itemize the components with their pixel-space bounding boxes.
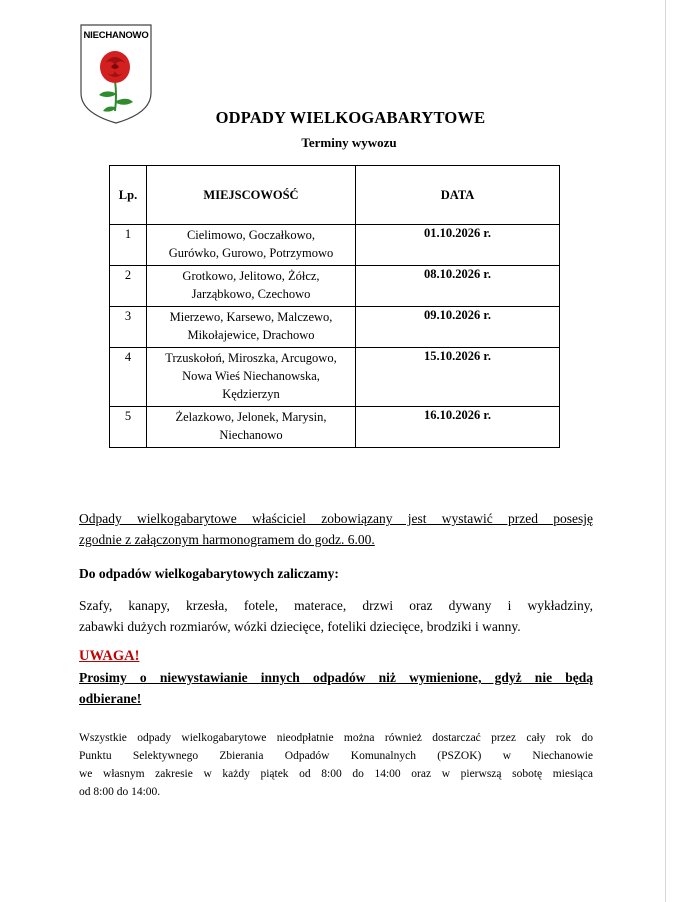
includes-list [79,595,593,637]
place-line: Grotkowo, Jelitowo, Żółcz, [182,269,320,283]
row-date: 09.10.2026 r. [356,307,560,348]
row-number: 1 [110,225,147,266]
table-row [110,407,560,448]
table-row [110,307,560,348]
place-line: Nowa Wieś Niechanowska, [182,369,320,383]
schedule-table [109,165,560,448]
table-row [110,225,560,266]
row-places [147,266,356,307]
table-row [110,266,560,307]
row-places [147,225,356,266]
includes-line: Szafy, kanapy, krzesła, fotele, materace, drzwi oraz dywany i wykładziny, [79,598,593,613]
warning-line: odbierane! [79,691,142,706]
pszok-line: od 8:00 do 14:00. [79,786,161,798]
page-subtitle: Terminy wywozu [301,135,397,150]
row-date: 16.10.2026 r. [356,407,560,448]
place-line: Jarząbkowo, Czechowo [191,287,311,301]
warning-block [79,646,593,709]
column-header-lp: Lp. [110,166,147,225]
table-row [110,348,560,407]
warning-line: Prosimy o niewystawianie innych odpadów niż wymienione, gdyż nie będą [79,670,593,685]
warning-label: UWAGA! [79,648,140,664]
pszok-line: Punktu Selektywnego Zbierania Odpadów Komunalnych (PSZOK) w Niechanowie [79,750,593,762]
setout-notice [79,508,593,550]
includes-heading: Do odpadów wielkogabarytowych zaliczamy: [79,566,339,581]
notice-line: zgodnie z załączonym harmonogramem do godz. 6.00. [79,532,375,547]
notice-line: Odpady wielkogabarytowe właściciel zobowiązany jest wystawić przed posesję [79,511,593,526]
place-line: Kędzierzyn [222,387,280,401]
pszok-line: we własnym zakresie w każdy piątek od 8:00 do 14:00 oraz w pierwszą sobotę miesiąca [79,768,593,780]
place-line: Trzuskołoń, Miroszka, Arcugowo, [165,351,337,365]
pszok-line: Wszystkie odpady wielkogabarytowe nieodpłatnie można również dostarczać przez cały rok do [79,732,593,744]
place-line: Cielimowo, Goczałkowo, [186,228,316,242]
row-date: 08.10.2026 r. [356,266,560,307]
row-number: 5 [110,407,147,448]
place-line: Żelazkowo, Jelonek, Marysin, [175,410,327,424]
row-number: 3 [110,307,147,348]
place-line: Mikołajewice, Drachowo [187,328,315,342]
row-date: 15.10.2026 r. [356,348,560,407]
row-number: 2 [110,266,147,307]
row-places [147,307,356,348]
row-date: 01.10.2026 r. [356,225,560,266]
crest-label: NIECHANOWO [83,30,149,41]
includes-line: zabawki dużych rozmiarów, wózki dziecięce, foteliki dziecięce, brodziki i wanny. [79,619,521,634]
table-header-row [110,166,560,225]
pszok-info [79,729,593,801]
place-line: Niechanowo [219,428,283,442]
row-number: 4 [110,348,147,407]
page-title: ODPADY WIELKOGABARYTOWE [215,108,486,127]
row-places [147,348,356,407]
column-header-date: DATA [356,166,560,225]
column-header-place: MIEJSCOWOŚĆ [147,166,356,225]
place-line: Mierzewo, Karsewo, Malczewo, [169,310,333,324]
place-line: Gurówko, Gurowo, Potrzymowo [168,246,334,260]
row-places [147,407,356,448]
